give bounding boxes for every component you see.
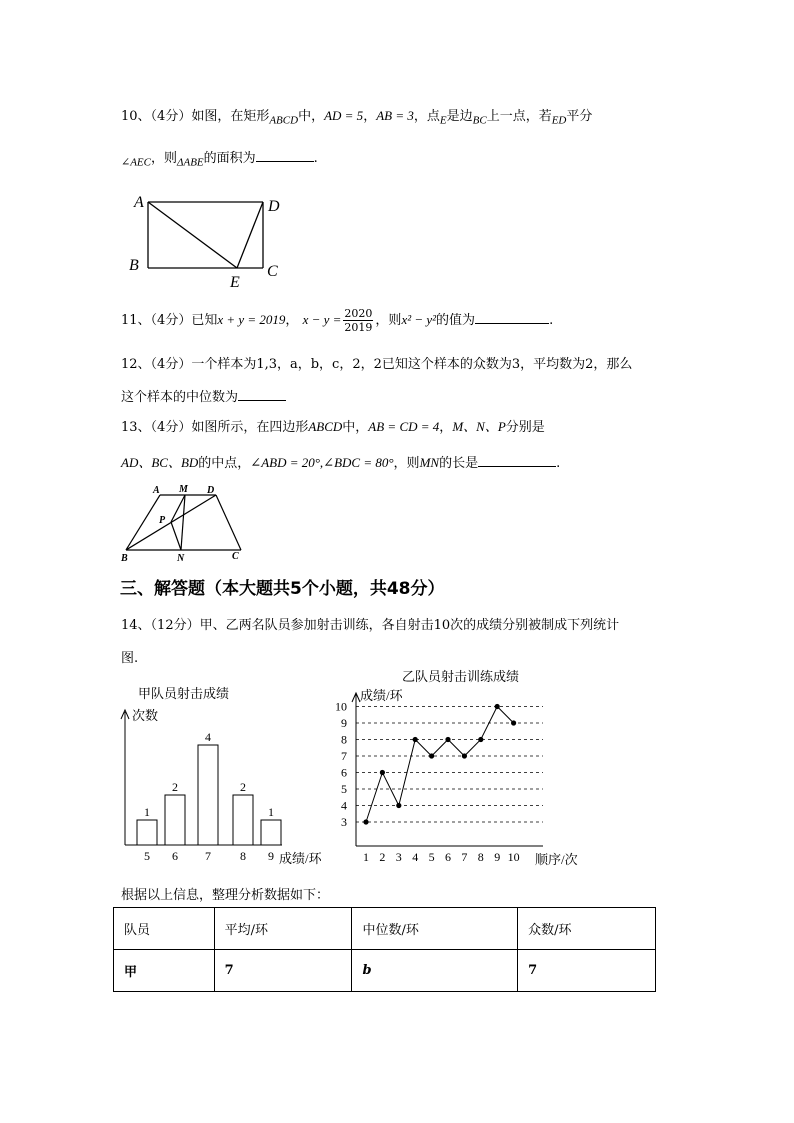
label-P: P <box>159 515 166 526</box>
header-cell: 平均/环 <box>214 908 352 950</box>
table-cell: 甲 <box>114 950 215 992</box>
y-tick-label: 6 <box>341 765 347 780</box>
label-C: C <box>232 551 239 562</box>
x-axis-label: 顺序/次 <box>535 852 578 867</box>
data-label: 1 <box>268 805 274 819</box>
q13-quadrilateral-figure <box>118 482 253 564</box>
data-point <box>445 737 450 742</box>
bar <box>261 820 281 845</box>
q10-line2: $_{\angle AEC}$，则$_{\Delta ABE}$的面积为 . <box>121 151 318 169</box>
q12-line2: 这个样本的中位数为 <box>121 386 286 405</box>
x-tick-label: 4 <box>412 850 419 864</box>
q10-rectangle-figure <box>125 190 285 295</box>
label-A: A <box>134 194 144 211</box>
x-tick-label: 2 <box>379 850 386 864</box>
y-axis-label: 成绩/环 <box>360 688 403 703</box>
data-point <box>413 737 418 742</box>
x-tick-label: 10 <box>507 850 520 864</box>
q13-line1: 13、（4分）如图所示，在四边形ABCD中，AB = CD = 4，M、N、P分别是 <box>121 419 545 435</box>
stats-table <box>113 907 656 992</box>
q14-line2: 图. <box>121 651 139 666</box>
table-cell: 7 <box>518 950 656 992</box>
answer-blank[interactable] <box>475 311 549 324</box>
y-tick-label: 3 <box>341 815 347 829</box>
yi-line-chart <box>328 666 590 871</box>
bar <box>137 820 157 845</box>
label-M: M <box>179 484 188 495</box>
header-cell: 队员 <box>114 908 215 950</box>
section-title: 三、解答题（本大题共5个小题，共48分） <box>120 579 445 599</box>
answer-blank[interactable] <box>238 388 286 401</box>
y-tick-label: 4 <box>341 798 347 813</box>
data-point <box>380 770 385 775</box>
header-cell: 众数/环 <box>518 908 656 950</box>
header-cell: 中位数/环 <box>352 908 518 950</box>
data-point <box>363 819 368 824</box>
y-tick-label: 7 <box>341 749 347 763</box>
bar <box>233 795 253 845</box>
x-tick-label: 9 <box>494 850 501 864</box>
label-E: E <box>230 274 240 291</box>
bar <box>198 745 218 845</box>
answer-blank[interactable] <box>256 149 314 162</box>
table-cell: b <box>352 950 518 992</box>
x-tick-label: 9 <box>268 849 274 863</box>
label-D: D <box>207 485 215 496</box>
q13-line2: AD、BC、BD的中点，∠ABD = 20°,∠BDC = 80°，则MN的长是 . <box>121 455 561 471</box>
data-point <box>462 753 467 758</box>
data-label: 2 <box>240 780 246 794</box>
label-B: B <box>129 257 139 274</box>
data-label: 1 <box>144 805 150 819</box>
label-A: A <box>153 485 160 496</box>
x-tick-label: 5 <box>428 850 435 864</box>
x-tick-label: 8 <box>240 849 246 863</box>
table-row <box>114 950 656 992</box>
data-point <box>495 704 500 709</box>
answer-blank[interactable] <box>478 454 556 467</box>
bar <box>165 795 185 845</box>
x-tick-label: 5 <box>144 849 150 863</box>
y-tick-label: 5 <box>341 782 347 796</box>
x-tick-label: 3 <box>395 850 402 864</box>
data-label: 4 <box>205 730 211 744</box>
label-B: B <box>121 553 128 564</box>
series-line <box>366 707 514 823</box>
data-point <box>396 803 401 808</box>
label-C: C <box>267 263 278 280</box>
x-axis-label: 成绩/环 <box>279 851 322 866</box>
x-tick-label: 6 <box>445 850 451 864</box>
x-tick-label: 7 <box>461 850 468 864</box>
x-tick-label: 1 <box>363 850 369 864</box>
data-point <box>429 753 434 758</box>
jia-bar-chart <box>110 682 340 872</box>
q14-summary: 根据以上信息，整理分析数据如下： <box>121 888 330 903</box>
y-tick-label: 10 <box>335 699 347 714</box>
q14-line1: 14、（12分）甲、乙两名队员参加射击训练，各自射击10次的成绩分别被制成下列统计 <box>121 618 620 633</box>
table-header-row <box>114 908 656 950</box>
chart-title: 甲队员射击成绩 <box>138 686 230 701</box>
x-tick-label: 8 <box>477 850 484 864</box>
x-tick-label: 7 <box>205 849 211 863</box>
chart-title: 乙队员射击训练成绩 <box>402 669 520 684</box>
q12-line1: 12、（4分）一个样本为1,3，a，b，c，2，2已知这个样本的众数为3，平均数为2，那么 <box>121 357 633 372</box>
table-cell: 7 <box>214 950 352 992</box>
q10-line1: 10、（4分）如图，在矩形$_{ABCD}$中，AD = 5，AB = 3，点$_E$是边$_{BC}$上一点，若$_{ED}$平分 <box>121 108 593 127</box>
y-axis-label: 次数 <box>132 708 159 723</box>
data-point <box>511 720 516 725</box>
fraction: $\frac{2020}{2019}$ <box>344 307 373 334</box>
data-point <box>478 737 483 742</box>
q11-line: 11、（4分）已知x + y = 2019， x − y = $\frac{2020}{2019}$ ，则x² − y²的值为 . <box>121 307 554 334</box>
data-label: 2 <box>172 780 178 794</box>
label-N: N <box>177 553 185 564</box>
label-D: D <box>268 198 280 215</box>
y-tick-label: 9 <box>341 716 347 730</box>
x-tick-label: 6 <box>172 849 178 863</box>
y-tick-label: 8 <box>341 732 347 747</box>
